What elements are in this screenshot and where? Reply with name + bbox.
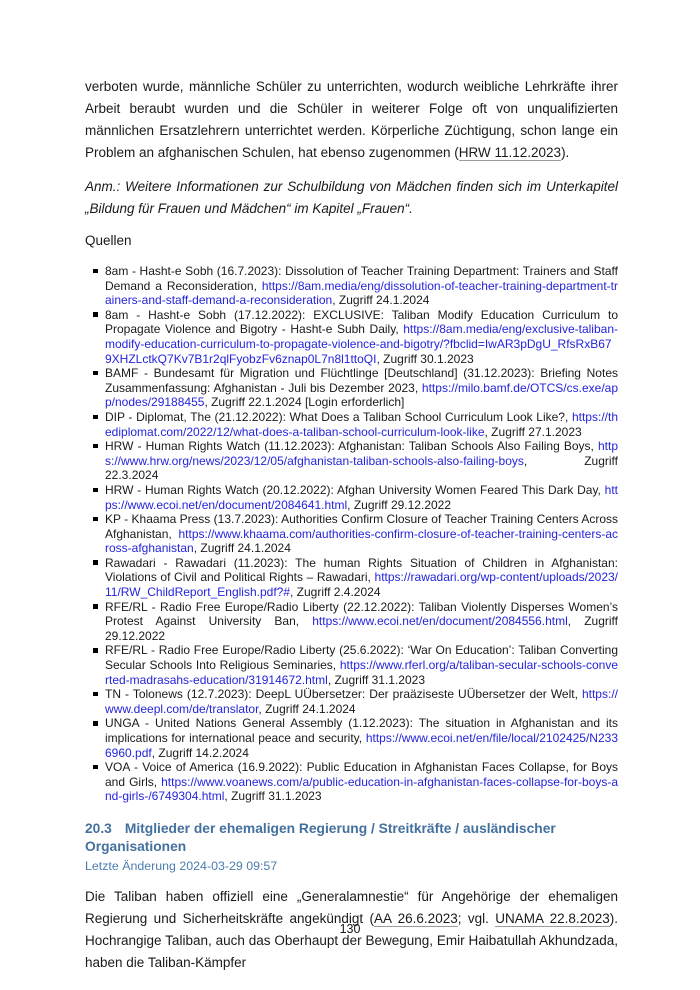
- source-url-link[interactable]: https://www.ecoi.net/en/document/2084641.html: [105, 482, 618, 512]
- unama-reference-link[interactable]: UNAMA 22.8.2023: [495, 910, 610, 926]
- source-citation-text: KP - Khaama Press (13.7.2023): Authorities Confirm Closure of Teacher Training Centers Across Afghanistan,: [105, 512, 618, 541]
- sources-list: [85, 264, 618, 804]
- source-list-item: [85, 556, 618, 600]
- source-list-item: [85, 600, 618, 644]
- source-access-date-text: , Zugriff 24.1.2024: [332, 293, 430, 308]
- amnesty-text-3: ). Hochrangige Taliban, auch das Oberhaupt der Bewegung, Emir Haibatullah Akhundzada, haben die Taliban-Kämpfer: [85, 910, 618, 970]
- source-access-date-text: , Zugriff 24.1.2024: [193, 541, 291, 556]
- source-citation-text: HRW - Human Rights Watch (11.12.2023): Afghanistan: Taliban Schools Also Failing Boys,: [105, 439, 598, 454]
- source-list-item: [85, 483, 618, 512]
- source-list-item: [85, 366, 618, 410]
- source-citation-text: TN - Tolonews (12.7.2023): DeepL UÜbersetzer: Der praäziseste UÜbersetzer der Welt,: [105, 687, 582, 702]
- source-citation-text: DIP - Diplomat, The (21.12.2022): What Does a Taliban School Curriculum Look Like?,: [105, 409, 572, 424]
- section-title: Mitglieder der ehemaligen Regierung / Streitkräfte / ausländischer Organisationen: [85, 820, 556, 854]
- source-url-link[interactable]: https://www.ecoi.net/en/file/local/2102425/N2336960.pdf: [105, 731, 618, 760]
- source-url-link[interactable]: https://thediplomat.com/2022/12/what-does-a-taliban-school-curriculum-look-like: [105, 409, 618, 439]
- source-citation-text: 8am - Hasht-e Sobh (17.12.2022): EXCLUSIVE: Taliban Modify Education Curriculum to Propagate Violence and Bigotry - Hasht-e Subh Daily,: [105, 307, 618, 337]
- source-citation-text: HRW - Human Rights Watch (20.12.2022): Afghan University Women Feared This Dark Day,: [105, 482, 605, 497]
- source-url-link[interactable]: https://8am.media/eng/exclusive-taliban-modify-education-curriculum-to-propagate-violence-and-bigotry/?fbclid=IwAR3pDgU_RfsRxB679XHZLctkQ7Kv7B1r2qlFyobzFv6znap0L7n8l1ttoQI: [105, 322, 618, 366]
- source-access-date-text: , Zugriff 31.1.2023: [327, 672, 425, 687]
- note-paragraph: Anm.: Weitere Informationen zur Schulbildung von Mädchen finden sich im Unterkapitel „Bildung für Frauen und Mädchen“ im Kapitel „Frauen“.: [85, 179, 618, 216]
- source-access-date-text: , Zugriff 30.1.2023: [376, 351, 474, 366]
- source-url-link[interactable]: https://www.rferl.org/a/taliban-secular-schools-converted-madrasahs-education/31914672.html: [105, 658, 618, 687]
- source-url-link[interactable]: https://www.deepl.com/de/translator: [105, 687, 618, 716]
- page-content: [85, 76, 618, 986]
- source-list-item: [85, 716, 618, 760]
- source-url-link[interactable]: https://milo.bamf.de/OTCS/cs.exe/app/nodes/29188455: [105, 380, 618, 410]
- source-access-date-text: , Zugriff 29.12.2022: [105, 614, 618, 643]
- source-list-item: [85, 760, 618, 804]
- source-citation-text: VOA - Voice of America (16.9.2022): Public Education in Afghanistan Faces Collapse, for Boys and Girls,: [105, 760, 618, 789]
- source-list-item: [85, 308, 618, 366]
- source-url-link[interactable]: https://www.hrw.org/news/2023/12/05/afghanistan-taliban-schools-also-failing-boys: [105, 439, 618, 468]
- source-list-item: [85, 687, 618, 716]
- amnesty-text-2: ; vgl.: [457, 910, 496, 926]
- source-access-date-text: , Zugriff 27.1.2023: [484, 424, 582, 439]
- source-citation-text: BAMF - Bundesamt für Migration und Flüchtlinge [Deutschland] (31.12.2023): Briefing Notes Zusammenfassung: Afghanistan - Juli bis Dezember 2023,: [105, 366, 618, 395]
- source-citation-text: 8am - Hasht-e Sobh (16.7.2023): Dissolution of Teacher Training Department: Trainers and Staff Demand a Reconsideration,: [105, 264, 618, 293]
- page-number: 130: [339, 922, 361, 936]
- sources-heading: Quellen: [85, 233, 132, 248]
- source-citation-text: RFE/RL - Radio Free Europe/Radio Liberty (25.6.2022): ‘War On Education’: Taliban Converting Secular Schools Into Religious Seminaries,: [105, 643, 618, 673]
- source-url-link[interactable]: https://www.khaama.com/authorities-confirm-closure-of-teacher-training-centers-across-afghanistan: [105, 526, 618, 556]
- section-heading: [85, 820, 618, 856]
- section-number: 20.3: [85, 820, 112, 836]
- source-access-date-text: , Zugriff 2.4.2024: [290, 585, 381, 600]
- source-access-date-text: , Zugriff 14.2.2024: [151, 745, 249, 760]
- aa-reference-link[interactable]: AA 26.6.2023: [374, 910, 458, 926]
- intro-text-before-ref: verboten wurde, männliche Schüler zu unterrichten, wodurch weibliche Lehrkräfte ihrer Arbeit beraubt wurden und die Schüler in weiterer Folge oft von unqualifizierten männlichen Ersatzlehrern unterrichtet werden. Körperliche Züchtigung, schon lange ein Problem an afghanischen Schulen, hat ebenso zugenommen (: [85, 79, 618, 160]
- source-url-link[interactable]: https://www.voanews.com/a/public-education-in-afghanistan-faces-collapse-for-boys-and-girls-/6749304.html: [105, 774, 618, 804]
- source-url-link[interactable]: https://rawadari.org/wp-content/uploads/2023/11/RW_ChildReport_English.pdf?#: [105, 570, 618, 600]
- source-access-date-text: , Zugriff 31.1.2023: [224, 789, 322, 804]
- source-list-item: [85, 512, 618, 556]
- source-access-date-text: , Zugriff 22.1.2024 [Login erforderlich]: [204, 395, 405, 410]
- hrw-reference-link[interactable]: HRW 11.12.2023: [458, 145, 562, 160]
- last-changed-label: Letzte Änderung 2024-03-29 09:57: [85, 858, 278, 873]
- intro-paragraph: [85, 76, 618, 164]
- intro-text-after-ref: ).: [561, 145, 570, 160]
- source-url-link[interactable]: https://www.ecoi.net/en/document/2084556.html: [312, 614, 568, 629]
- source-list-item: [85, 264, 618, 308]
- source-list-item: [85, 439, 618, 483]
- source-list-item: [85, 643, 618, 687]
- source-citation-text: UNGA - United Nations General Assembly (1.12.2023): The situation in Afghanistan and its implications for international peace and security,: [105, 716, 618, 745]
- source-url-link[interactable]: https://8am.media/eng/dissolution-of-teacher-training-department-trainers-and-staff-demand-a-reconsideration: [105, 278, 618, 308]
- source-citation-text: Rawadari - Rawadari (11.2023): The human Rights Situation of Children in Afghanistan: Violations of Civil and Political Rights – Rawadari,: [105, 555, 618, 585]
- source-list-item: [85, 410, 618, 439]
- source-citation-text: RFE/RL - Radio Free Europe/Radio Liberty (22.12.2022): Taliban Violently Disperses Women’s Protest Against University Ban,: [105, 599, 618, 629]
- amnesty-text-1: Die Taliban haben offiziell eine „Generalamnestie“ für Angehörige der ehemaligen Regierung und Sicherheitskräfte angekündigt (: [85, 888, 618, 926]
- source-access-date-text: , Zugriff 22.3.2024: [105, 453, 618, 483]
- source-access-date-text: , Zugriff 24.1.2024: [258, 701, 356, 716]
- source-access-date-text: , Zugriff 29.12.2022: [347, 497, 452, 512]
